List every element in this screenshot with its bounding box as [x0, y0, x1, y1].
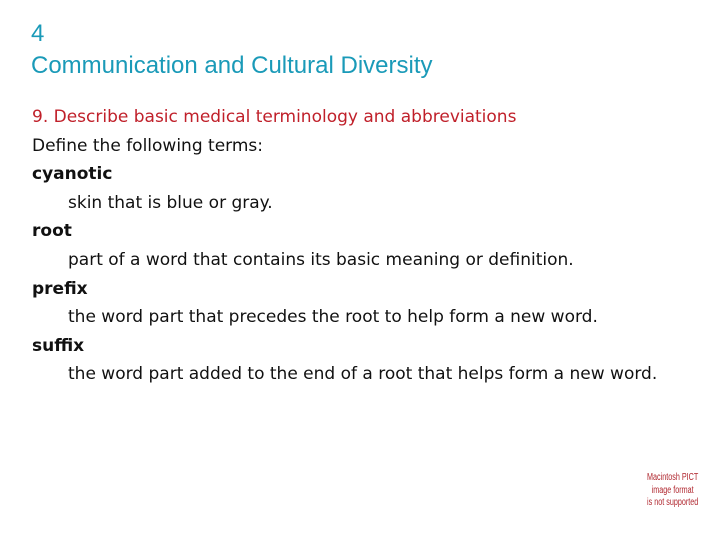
term-cyanotic: cyanotic [32, 164, 113, 185]
slide-body [32, 103, 712, 389]
slide-title [31, 18, 432, 82]
term-suffix: suffix [32, 335, 85, 356]
chapter-number: 4 [31, 20, 45, 47]
placeholder-line-3: is not supported [647, 497, 699, 508]
placeholder-line-2: image format [651, 484, 694, 496]
chapter-title: Communication and Cultural Diversity [31, 52, 433, 79]
definition-cyanotic: skin that is blue or gray. [68, 192, 273, 213]
definition-suffix: the word part added to the end of a root that helps form a new word. [68, 364, 658, 385]
term-root: root [32, 221, 72, 242]
definition-root: part of a word that contains its basic meaning or definition. [68, 249, 574, 270]
definition-prefix: the word part that precedes the root to help form a new word. [68, 307, 598, 328]
unsupported-image-placeholder [646, 472, 699, 510]
term-prefix: prefix [32, 278, 88, 299]
placeholder-line-1: Macintosh PICT [647, 472, 699, 483]
learning-objective: 9. Describe basic medical terminology and abbreviations [32, 107, 517, 127]
instruction-text: Define the following terms: [32, 135, 263, 156]
